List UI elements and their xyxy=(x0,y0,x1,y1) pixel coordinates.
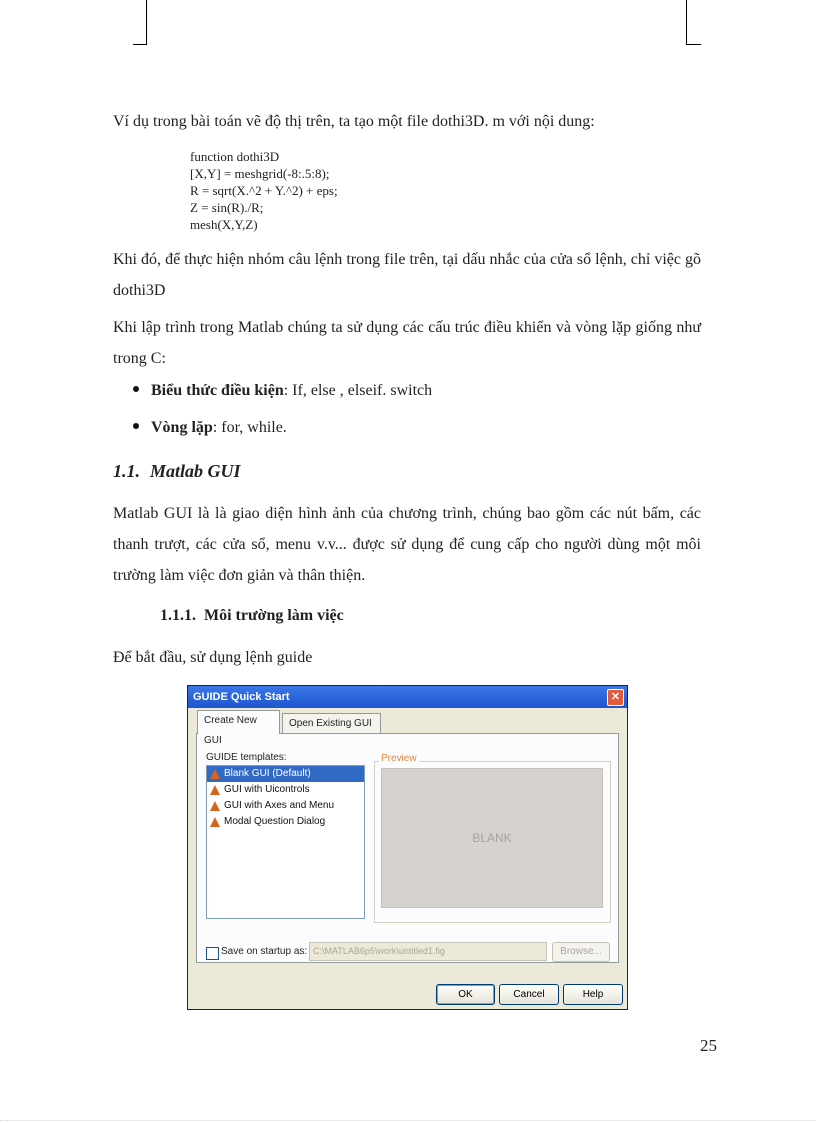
preview-area xyxy=(381,768,603,908)
subsection-number: 1.1.1. xyxy=(160,607,196,624)
list-item[interactable] xyxy=(207,798,364,814)
save-path-input[interactable]: C:\MATLAB6p5\work\untitled1.fig xyxy=(309,942,547,961)
section-title: Matlab GUI xyxy=(150,461,241,481)
bullet-text: : If, else , elseif. switch xyxy=(283,382,433,399)
bullet-dot xyxy=(133,386,139,392)
help-button[interactable]: Help xyxy=(563,984,623,1005)
code-line: mesh(X,Y,Z) xyxy=(190,217,258,232)
tab-open-existing-gui[interactable]: Open Existing GUI xyxy=(282,713,381,733)
code-line: Z = sin(R)./R; xyxy=(190,200,264,215)
subsection-heading xyxy=(160,607,344,625)
run-paragraph: Khi đó, để thực hiện nhóm câu lệnh trong file trên, tại dấu nhắc của cửa sổ lệnh, chỉ việc gõ dothi3D xyxy=(113,251,701,299)
section-heading xyxy=(113,461,241,482)
close-icon[interactable]: ✕ xyxy=(607,689,624,706)
guide-quick-start-dialog xyxy=(187,685,628,1010)
bullet-term: Biểu thức điều kiện xyxy=(151,382,284,399)
gui-paragraph: Matlab GUI là là giao diện hình ảnh của chương trình, chúng bao gồm các nút bấm, các thanh trượt, các cửa sổ, menu v.v... được sử dụng để cung cấp cho người dùng một môi trường làm việc đơn giản và thân thiện. xyxy=(113,505,701,584)
list-item-label: Blank GUI (Default) xyxy=(224,768,311,779)
list-item[interactable] xyxy=(207,814,364,830)
code-line: function dothi3D xyxy=(190,149,280,164)
preview-label: Preview xyxy=(381,753,417,764)
tab-create-new-gui[interactable]: Create New GUI xyxy=(197,710,280,734)
page-number: 25 xyxy=(700,1036,717,1055)
code-line: [X,Y] = meshgrid(-8:.5:8); xyxy=(190,166,330,181)
bullet-dot xyxy=(133,423,139,429)
ok-button[interactable]: OK xyxy=(436,984,495,1005)
dialog-titlebar xyxy=(188,686,627,708)
bullet-conditions xyxy=(133,382,432,400)
intro-paragraph: Ví dụ trong bài toán vẽ độ thị trên, ta tạo một file dothi3D. m với nội dung: xyxy=(113,113,595,130)
crop-mark-left xyxy=(133,0,147,45)
matlab-logo-icon xyxy=(210,785,220,795)
crop-mark-right xyxy=(686,0,701,45)
list-item-label: GUI with Axes and Menu xyxy=(224,800,335,811)
save-on-startup-label: Save on startup as: xyxy=(221,946,308,957)
page-bottom-border xyxy=(0,1120,816,1121)
matlab-logo-icon xyxy=(210,769,220,779)
preview-text: BLANK xyxy=(472,831,512,845)
start-paragraph: Để bắt đầu, sử dụng lệnh guide xyxy=(113,649,313,666)
save-on-startup-checkbox[interactable] xyxy=(206,947,219,960)
templates-label: GUIDE templates: xyxy=(206,752,287,763)
matlab-logo-icon xyxy=(210,817,220,827)
section-number: 1.1. xyxy=(113,461,140,481)
dialog-title: GUIDE Quick Start xyxy=(193,691,290,703)
bullet-loops xyxy=(133,419,287,437)
list-item[interactable] xyxy=(207,782,364,798)
list-item[interactable] xyxy=(207,766,364,782)
list-item-label: Modal Question Dialog xyxy=(224,816,326,827)
templates-list[interactable] xyxy=(206,765,365,919)
subsection-title: Môi trường làm việc xyxy=(204,607,344,624)
matlab-logo-icon xyxy=(210,801,220,811)
bullet-text: : for, while. xyxy=(212,419,287,436)
browse-button[interactable]: Browse... xyxy=(552,942,610,962)
cancel-button[interactable]: Cancel xyxy=(499,984,559,1005)
code-block xyxy=(190,148,338,233)
code-line: R = sqrt(X.^2 + Y.^2) + eps; xyxy=(190,183,338,198)
bullet-term: Vòng lặp xyxy=(151,419,213,436)
control-structures-paragraph: Khi lập trình trong Matlab chúng ta sử dụng các cấu trúc điều khiển và vòng lặp giống như trong C: xyxy=(113,319,701,367)
list-item-label: GUI with Uicontrols xyxy=(224,784,310,795)
